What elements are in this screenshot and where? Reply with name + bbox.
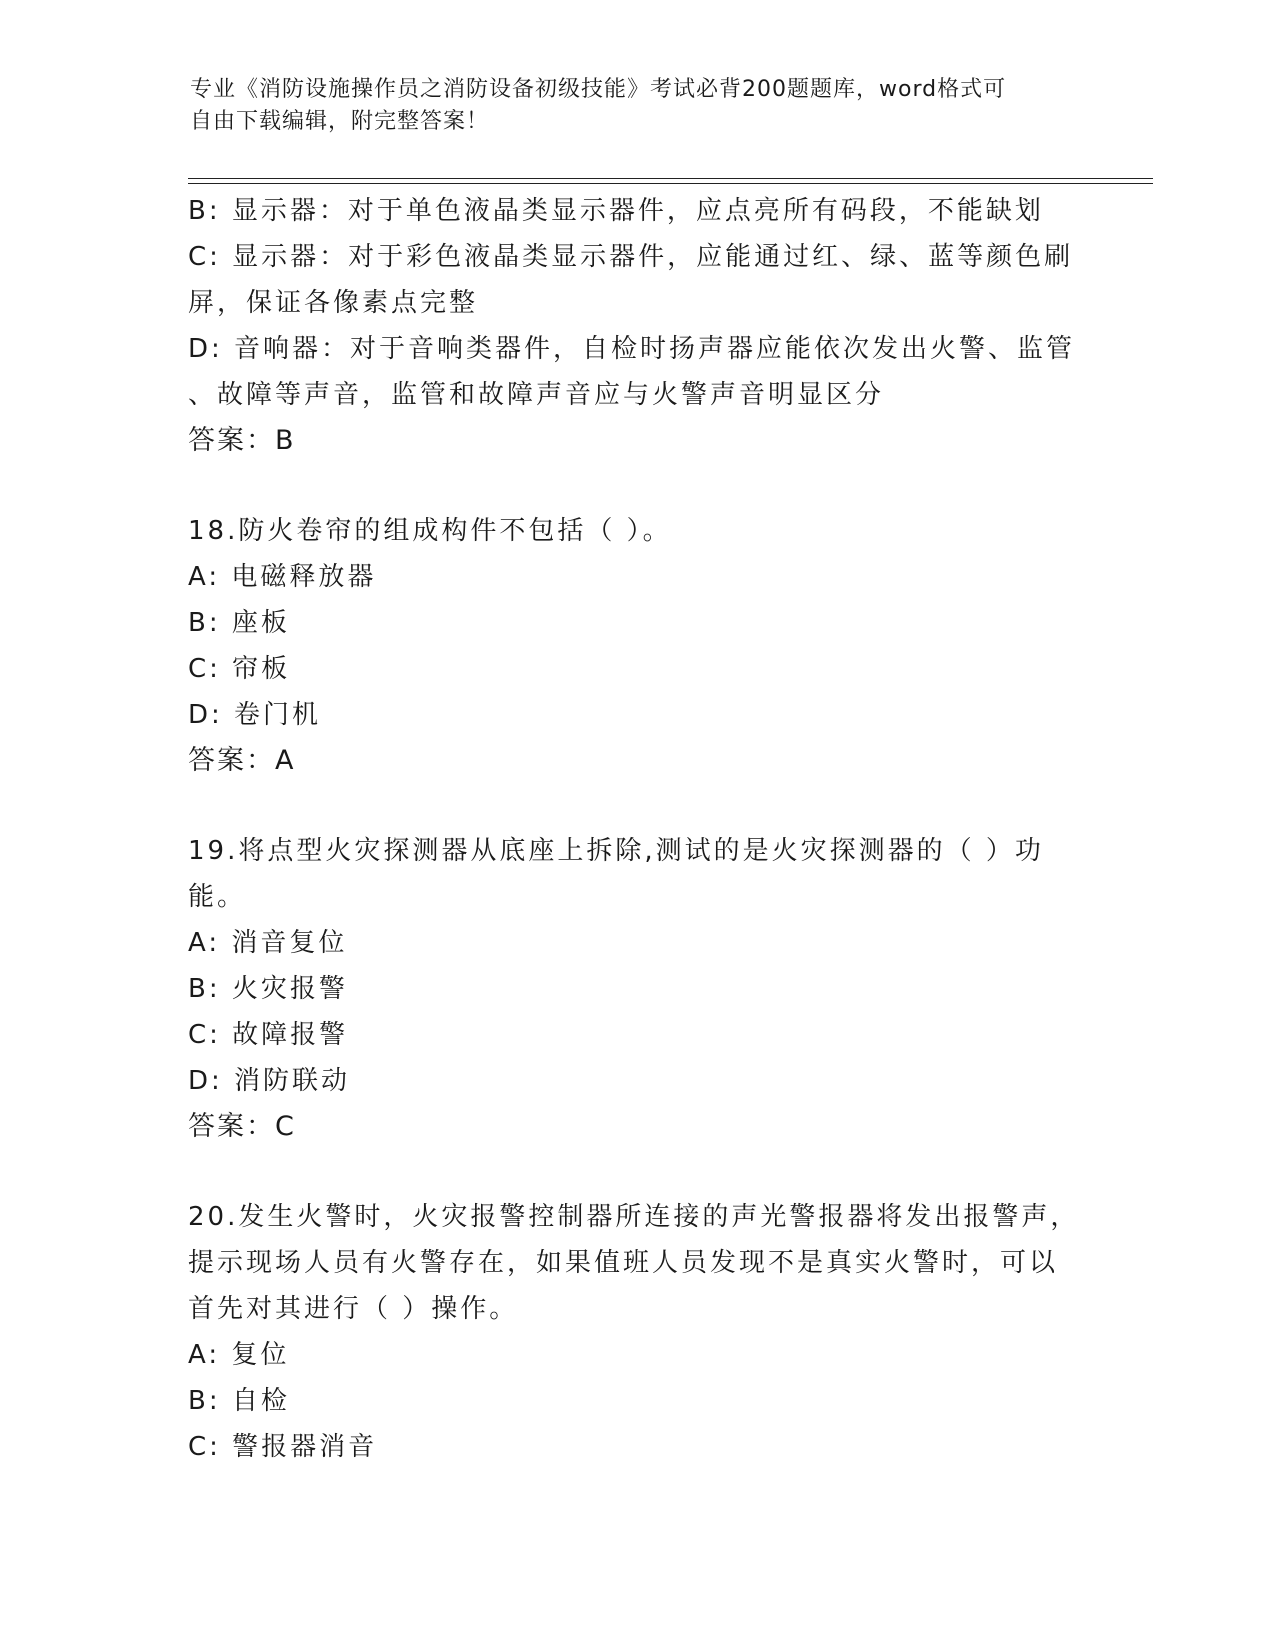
option-d-continued: 、故障等声音，监管和故障声音应与火警声音明显区分 [188, 380, 885, 410]
question-20-continued-1: 提示现场人员有火警存在，如果值班人员发现不是真实火警时，可以 [188, 1248, 1059, 1278]
question-18: 18.防火卷帘的组成构件不包括（ ）。 [188, 516, 672, 546]
question-18-option-d: D: 卷门机 [188, 700, 322, 730]
question-19-option-a: A: 消音复位 [188, 928, 348, 958]
spacer [188, 784, 1088, 828]
question-18-answer: 答案：A [188, 745, 296, 776]
question-19-option-b: B: 火灾报警 [188, 974, 348, 1004]
document-header [190, 74, 1090, 138]
header-title-line-2: 自由下载编辑，附完整答案！ [190, 109, 490, 134]
question-19-option-c: C: 故障报警 [188, 1020, 349, 1050]
header-divider-bottom [188, 183, 1153, 184]
option-d: D: 音响器：对于音响类器件，自检时扬声器应能依次发出火警、监管 [188, 334, 1076, 364]
option-c-continued: 屏，保证各像素点完整 [188, 288, 479, 318]
header-title-line-1: 专业《消防设施操作员之消防设备初级技能》考试必背200题题库，word格式可 [190, 77, 1007, 102]
question-18-option-a: A: 电磁释放器 [188, 562, 377, 592]
spacer [188, 1150, 1088, 1194]
option-b: B: 显示器：对于单色液晶类显示器件，应点亮所有码段，不能缺划 [188, 196, 1044, 226]
spacer [188, 464, 1088, 508]
answer: 答案：B [188, 425, 296, 456]
question-19-continued: 能。 [188, 882, 247, 912]
question-20-option-b: B: 自检 [188, 1386, 290, 1416]
question-19-option-d: D: 消防联动 [188, 1066, 351, 1096]
question-20-option-c: C: 警报器消音 [188, 1432, 378, 1462]
question-20: 20.发生火警时，火灾报警控制器所连接的声光警报器将发出报警声， [188, 1202, 1080, 1232]
question-content [188, 188, 1088, 1470]
question-20-option-a: A: 复位 [188, 1340, 290, 1370]
question-19: 19.将点型火灾探测器从底座上拆除,测试的是火灾探测器的（ ）功 [188, 836, 1044, 866]
option-c: C: 显示器：对于彩色液晶类显示器件，应能通过红、绿、蓝等颜色刷 [188, 242, 1074, 272]
header-divider-top [188, 178, 1153, 179]
question-19-answer: 答案：C [188, 1111, 296, 1142]
question-18-option-c: C: 帘板 [188, 654, 291, 684]
question-18-option-b: B: 座板 [188, 608, 290, 638]
question-20-continued-2: 首先对其进行（ ）操作。 [188, 1294, 519, 1324]
